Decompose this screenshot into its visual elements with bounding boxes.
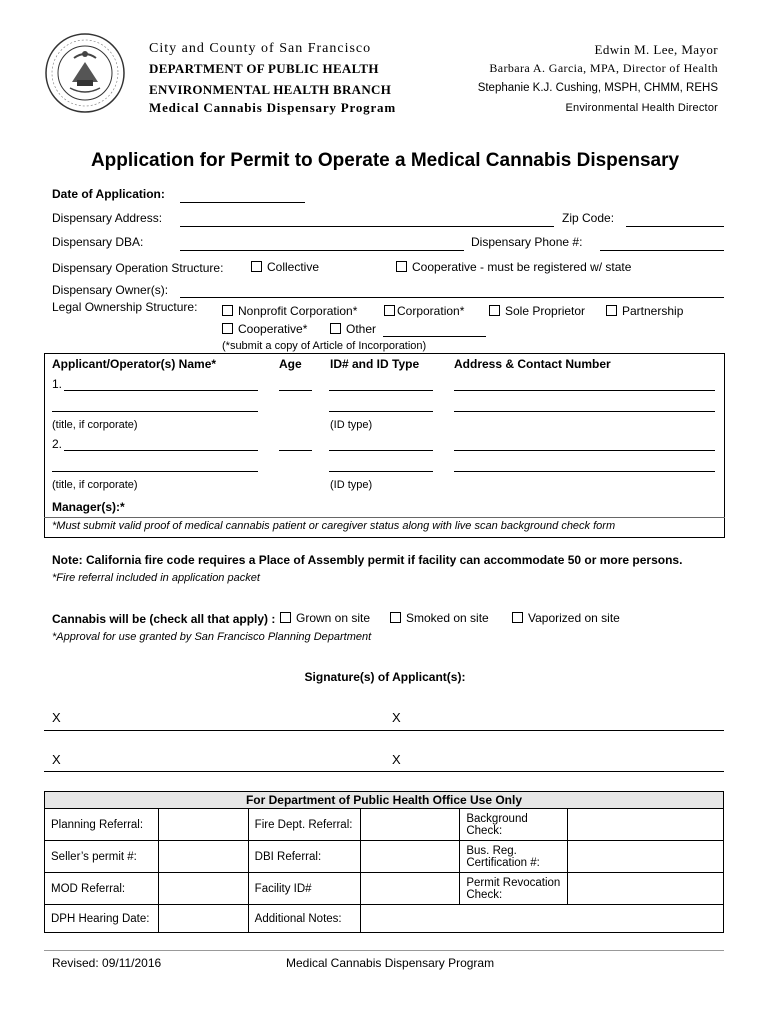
applicant-section (44, 353, 725, 538)
col-name-header: Applicant/Operator(s) Name* (52, 357, 217, 371)
own-other-checkbox[interactable] (330, 323, 341, 334)
cannabis-vaporized-option[interactable]: Vaporized on site (512, 611, 620, 625)
header-branch: ENVIRONMENTAL HEALTH BRANCH (149, 82, 392, 97)
ownership-label: Legal Ownership Structure: (52, 300, 198, 314)
own-corporation-option[interactable]: Corporation* (384, 304, 464, 318)
address-label: Dispensary Address: (52, 211, 163, 225)
col-id-header: ID# and ID Type (330, 357, 420, 371)
hearing-date-cell[interactable] (158, 905, 248, 933)
header-program: Medical Cannabis Dispensary Program (149, 100, 396, 115)
dba-field[interactable] (180, 250, 464, 251)
fire-note: Note: California fire code requires a Place of Assembly permit if facility can accommodate 50 or more persons. (52, 553, 683, 567)
header-city: City and County of San Francisco (149, 41, 372, 56)
mod-referral-cell[interactable] (158, 873, 248, 905)
own-other-field[interactable] (383, 336, 486, 337)
phone-field[interactable] (600, 250, 724, 251)
footer-program: Medical Cannabis Dispensary Program (286, 956, 495, 970)
owners-label: Dispensary Owner(s): (52, 283, 169, 297)
own-corporation-checkbox[interactable] (384, 305, 395, 316)
sellers-permit-label: Seller’s permit #: (45, 841, 159, 873)
cannabis-grown-option[interactable]: Grown on site (280, 611, 370, 625)
dba-label: Dispensary DBA: (52, 235, 144, 249)
signature-mark-1: X (52, 710, 61, 725)
header-env-director-title: Environmental Health Director (565, 102, 718, 114)
signature-line-1[interactable] (44, 730, 724, 731)
col-address-header: Address & Contact Number (454, 357, 611, 371)
fire-dept-referral-cell[interactable] (360, 809, 460, 841)
row1-title-hint: (title, if corporate) (52, 419, 138, 431)
own-partnership-option[interactable]: Partnership (606, 304, 683, 318)
owners-field[interactable] (180, 297, 724, 298)
signatures-heading: Signature(s) of Applicant(s): (304, 670, 466, 684)
signature-mark-2: X (392, 710, 401, 725)
footer-revised: Revised: 09/11/2016 (52, 956, 162, 970)
header-department: DEPARTMENT OF PUBLIC HEALTH (149, 61, 379, 76)
manager-note: *Must submit valid proof of medical cannabis patient or caregiver status along with live scan background check form (52, 520, 616, 532)
row2-name-field[interactable] (64, 450, 258, 451)
planning-referral-label: Planning Referral: (45, 809, 159, 841)
row1-age-field[interactable] (279, 390, 312, 391)
cannabis-label: Cannabis will be (check all that apply) : (52, 612, 276, 626)
additional-notes-cell[interactable] (360, 905, 723, 933)
op-collective-checkbox[interactable] (251, 261, 262, 272)
own-cooperative-option[interactable]: Cooperative* (222, 322, 307, 336)
permit-revocation-cell[interactable] (568, 873, 724, 905)
manager-divider (44, 517, 725, 518)
phone-label: Dispensary Phone #: (471, 235, 583, 249)
hearing-date-label: DPH Hearing Date: (45, 905, 159, 933)
background-check-cell[interactable] (568, 809, 724, 841)
fire-referral-note: *Fire referral included in application packet (52, 572, 260, 584)
header-director: Barbara A. Garcia, MPA, Director of Health (489, 61, 718, 75)
signature-line-2[interactable] (44, 771, 724, 772)
facility-id-label: Facility ID# (248, 873, 360, 905)
manager-label: Manager(s):* (52, 500, 125, 514)
form-title: Application for Permit to Operate a Medical Cannabis Dispensary (90, 150, 680, 171)
dbi-referral-label: DBI Referral: (248, 841, 360, 873)
bus-reg-label: Bus. Reg. Certification #: (460, 841, 568, 873)
address-field[interactable] (180, 226, 554, 227)
op-cooperative-checkbox[interactable] (396, 261, 407, 272)
mod-referral-label: MOD Referral: (45, 873, 159, 905)
own-partnership-checkbox[interactable] (606, 305, 617, 316)
zip-label: Zip Code: (562, 211, 615, 225)
cannabis-smoked-checkbox[interactable] (390, 612, 401, 623)
signature-mark-4: X (392, 752, 401, 767)
city-seal-logo (44, 32, 126, 114)
row1-id-field[interactable] (329, 390, 433, 391)
footer-divider (44, 950, 724, 951)
office-use-table (44, 791, 724, 933)
own-cooperative-checkbox[interactable] (222, 323, 233, 334)
ownership-note: (*submit a copy of Article of Incorporation) (222, 340, 427, 352)
row2-idtype-field[interactable] (329, 471, 433, 472)
header-env-director-name: Stephanie K.J. Cushing, MSPH, CHMM, REHS (477, 82, 718, 94)
row1-title-field[interactable] (52, 411, 258, 412)
op-cooperative-option[interactable]: Cooperative - must be registered w/ state (396, 260, 631, 274)
row2-age-field[interactable] (279, 450, 312, 451)
operation-label: Dispensary Operation Structure: (52, 261, 224, 275)
row2-title-hint: (title, if corporate) (52, 479, 138, 491)
date-field[interactable] (180, 202, 305, 203)
row1-contact-field[interactable] (454, 411, 715, 412)
permit-revocation-label: Permit Revocation Check: (460, 873, 568, 905)
col-age-header: Age (279, 357, 302, 371)
facility-id-cell[interactable] (360, 873, 460, 905)
bus-reg-cell[interactable] (568, 841, 724, 873)
background-check-label: Background Check: (460, 809, 568, 841)
row1-idtype-field[interactable] (329, 411, 433, 412)
row1-number: 1. (52, 377, 63, 391)
additional-notes-label: Additional Notes: (248, 905, 360, 933)
office-use-heading: For Department of Public Health Office Use Only (45, 792, 724, 809)
cannabis-approval-note: *Approval for use granted by San Francisco Planning Department (52, 631, 372, 643)
dbi-referral-cell[interactable] (360, 841, 460, 873)
own-other-option[interactable]: Other (330, 322, 376, 336)
row2-id-hint: (ID type) (330, 479, 373, 491)
row1-address-field[interactable] (454, 390, 715, 391)
row2-contact-field[interactable] (454, 471, 715, 472)
signature-mark-3: X (52, 752, 61, 767)
own-sole-option[interactable]: Sole Proprietor (489, 304, 585, 318)
row1-name-field[interactable] (64, 390, 258, 391)
cannabis-smoked-option[interactable]: Smoked on site (390, 611, 489, 625)
own-nonprofit-option[interactable]: Nonprofit Corporation* (222, 304, 357, 318)
row2-number: 2. (52, 437, 63, 451)
row2-address-field[interactable] (454, 450, 715, 451)
fire-dept-referral-label: Fire Dept. Referral: (248, 809, 360, 841)
sellers-permit-cell[interactable] (158, 841, 248, 873)
cannabis-vaporized-checkbox[interactable] (512, 612, 523, 623)
op-collective-option[interactable]: Collective (251, 260, 319, 274)
row1-id-hint: (ID type) (330, 419, 373, 431)
own-sole-checkbox[interactable] (489, 305, 500, 316)
cannabis-grown-checkbox[interactable] (280, 612, 291, 623)
planning-referral-cell[interactable] (158, 809, 248, 841)
row2-title-field[interactable] (52, 471, 258, 472)
own-nonprofit-checkbox[interactable] (222, 305, 233, 316)
row2-id-field[interactable] (329, 450, 433, 451)
zip-field[interactable] (626, 226, 724, 227)
date-label: Date of Application: (52, 187, 165, 201)
header-mayor: Edwin M. Lee, Mayor (594, 42, 718, 57)
